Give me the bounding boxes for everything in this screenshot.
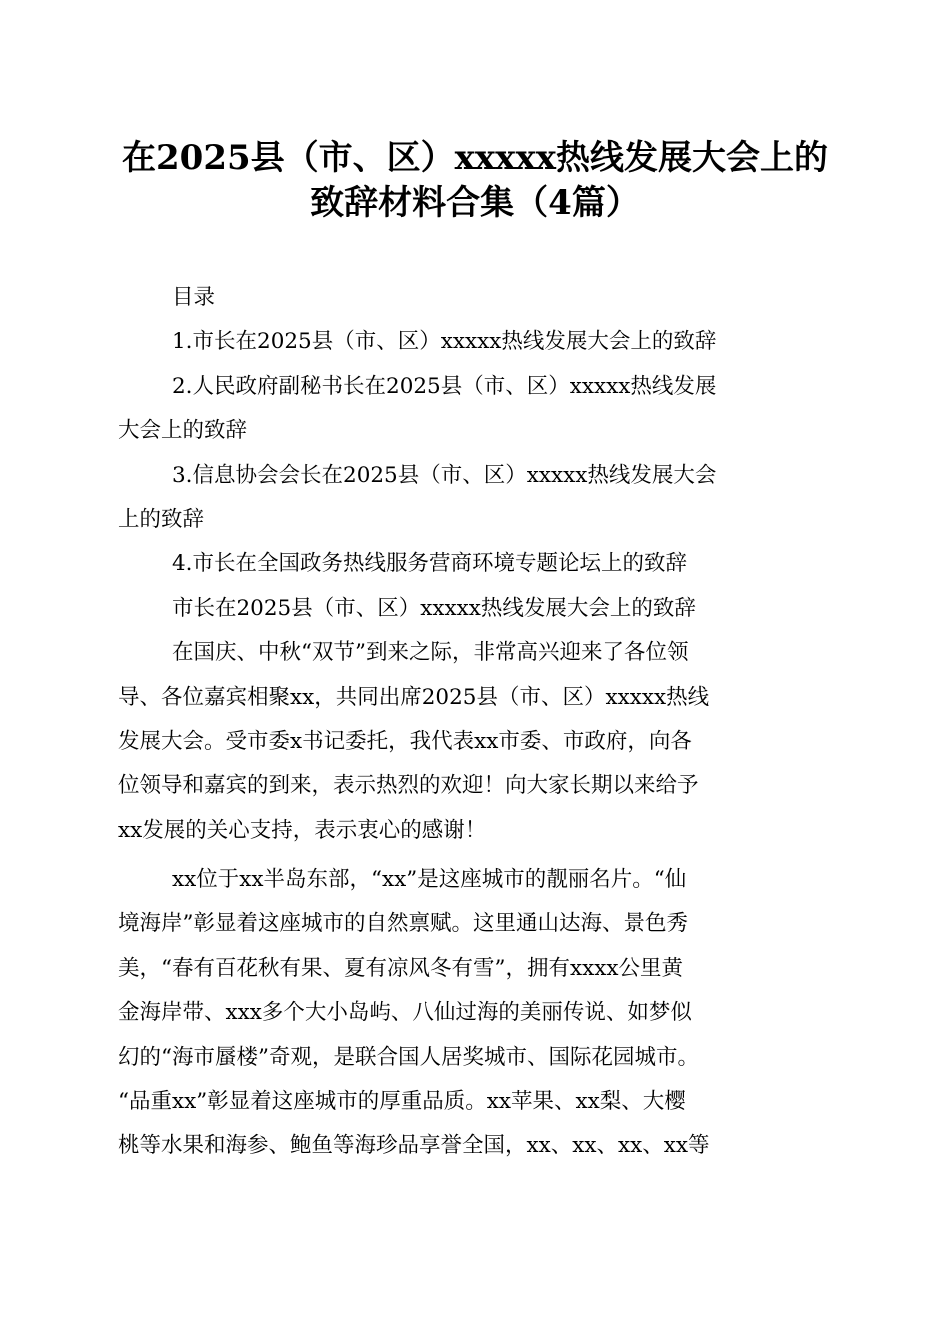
toc-item-3-cont: 上的致辞 bbox=[118, 506, 205, 532]
document-body bbox=[118, 276, 838, 1169]
title-line-1: 在2025县（市、区）xxxxx热线发展大会上的 bbox=[122, 138, 828, 178]
toc-item-3: 3.信息协会会长在2025县（市、区）xxxxx热线发展大会 bbox=[172, 462, 717, 488]
paragraph-line: xx发展的关心支持，表示衷心的感谢！ bbox=[118, 817, 487, 843]
paragraph-line: 幻的“海市蜃楼”奇观，是联合国人居奖城市、国际花园城市。 bbox=[118, 1044, 699, 1070]
paragraph-2 bbox=[118, 858, 838, 1169]
paragraph-line: “品重xx”彰显着这座城市的厚重品质。xx苹果、xx梨、大樱 bbox=[118, 1089, 686, 1115]
paragraph-1 bbox=[118, 631, 838, 853]
toc-item-1: 1.市长在2025县（市、区）xxxxx热线发展大会上的致辞 bbox=[172, 329, 717, 355]
paragraph-line: 在国庆、中秋“双节”到来之际，非常高兴迎来了各位领 bbox=[172, 640, 689, 666]
toc-heading: 目录 bbox=[172, 285, 216, 310]
toc-item-2: 2.人民政府副秘书长在2025县（市、区）xxxxx热线发展 bbox=[172, 373, 717, 399]
toc-item-2-cont: 大会上的致辞 bbox=[118, 418, 248, 444]
paragraph-line: 位领导和嘉宾的到来，表示热烈的欢迎！向大家长期以来给予 bbox=[118, 773, 699, 799]
title-line-2: 致辞材料合集（4篇） bbox=[310, 183, 640, 223]
paragraph-line: 境海岸”彰显着这座城市的自然禀赋。这里通山达海、景色秀 bbox=[118, 911, 688, 937]
document-title bbox=[0, 136, 950, 226]
paragraph-line: 导、各位嘉宾相聚xx，共同出席2025县（市、区）xxxxx热线 bbox=[118, 684, 710, 710]
paragraph-line: 美，“春有百花秋有果、夏有凉风冬有雪”，拥有xxxx公里黄 bbox=[118, 955, 683, 981]
paragraph-line: xx位于xx半岛东部，“xx”是这座城市的靓丽名片。“仙 bbox=[172, 867, 687, 893]
paragraph-line: 发展大会。受市委x书记委托，我代表xx市委、市政府，向各 bbox=[118, 728, 692, 754]
paragraph-line: 金海岸带、xxx多个大小岛屿、八仙过海的美丽传说、如梦似 bbox=[118, 1000, 692, 1026]
paragraph-line: 桃等水果和海参、鲍鱼等海珍品享誉全国，xx、xx、xx、xx等 bbox=[118, 1133, 710, 1159]
section-title: 市长在2025县（市、区）xxxxx热线发展大会上的致辞 bbox=[172, 595, 696, 621]
toc-item-4: 4.市长在全国政务热线服务营商环境专题论坛上的致辞 bbox=[172, 551, 688, 577]
